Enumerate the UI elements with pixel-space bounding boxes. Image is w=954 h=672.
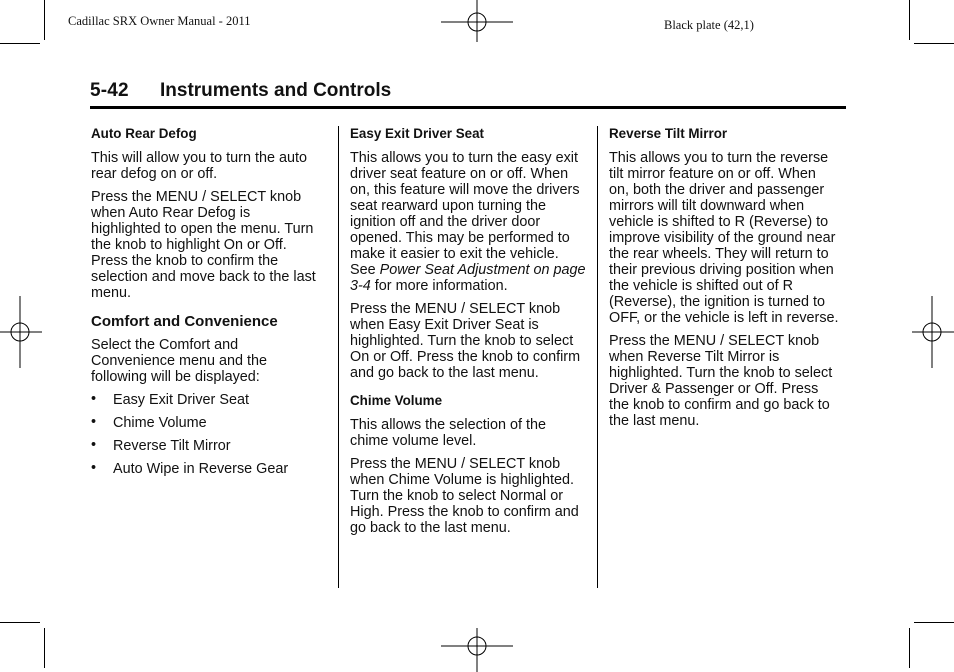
cross-reference: Power Seat Adjustment on page 3-4 (350, 262, 586, 294)
heading-reverse-tilt-mirror: Reverse Tilt Mirror (609, 126, 728, 141)
column-2 (350, 126, 586, 543)
crop-mark (914, 622, 954, 623)
running-header-left: Cadillac SRX Owner Manual - 2011 (68, 14, 251, 28)
list-item: • Auto Wipe in Reverse Gear (91, 461, 321, 477)
paragraph: Press the MENU / SELECT knob when Auto Rear Defog is highlighted to open the menu. Turn the knob to highlight On or Off. Press the knob to confirm the selection and move back to the last menu. (91, 189, 316, 301)
heading-comfort-and-convenience: Comfort and Convenience (91, 313, 278, 330)
text: for more information. (370, 278, 508, 294)
crop-mark (909, 0, 910, 40)
text: This allows you to turn the easy exit driver seat feature on or off. When on, this feature will move the drivers seat rearward upon turning the ignition off and the driver door opened. This may be performed to make it easier to exit the vehicle. See (350, 150, 580, 278)
paragraph: Select the Comfort and Convenience menu and the following will be displayed: (91, 337, 268, 385)
paragraph: Press the MENU / SELECT knob when Chime Volume is highlighted. Turn the knob to select Normal or High. Press the knob to confirm and go back to the last menu. (350, 456, 579, 536)
registration-mark-icon (912, 296, 954, 368)
registration-mark-icon (0, 296, 42, 368)
paragraph: This allows you to turn the reverse tilt mirror feature on or off. When on, both the driver and passenger mirrors will tilt downward when vehicle is shifted to R (Reverse) to improve visibility of the ground near the rear wheels. They will return to their previous driving position when the vehicle is shifted out of R (Reverse), the ignition is turned to OFF, or the vehicle is left in reverse. (609, 150, 839, 326)
registration-mark-icon (441, 0, 513, 48)
paragraph (350, 150, 586, 294)
column-divider (597, 126, 598, 588)
crop-mark (0, 622, 40, 623)
list-item: • Easy Exit Driver Seat (91, 392, 321, 408)
column-3 (609, 126, 839, 436)
list-item: • Reverse Tilt Mirror (91, 438, 321, 454)
heading-chime-volume: Chime Volume (350, 393, 443, 408)
paragraph: Press the MENU / SELECT knob when Easy Exit Driver Seat is highlighted. Turn the knob to select On or Off. Press the knob to confirm and go back to the last menu. (350, 301, 581, 381)
menu-options-list (91, 392, 321, 477)
registration-mark-icon (441, 624, 513, 672)
paragraph: This will allow you to turn the auto rear defog on or off. (91, 150, 307, 182)
crop-mark (914, 43, 954, 44)
heading-easy-exit-driver-seat: Easy Exit Driver Seat (350, 126, 484, 141)
paragraph: This allows the selection of the chime volume level. (350, 417, 546, 449)
running-header-right: Black plate (42,1) (664, 18, 754, 32)
crop-mark (44, 0, 45, 40)
page-title-bar (90, 80, 846, 109)
crop-mark (0, 43, 40, 44)
page-number: 5-42 (90, 80, 129, 101)
crop-mark (44, 628, 45, 668)
heading-auto-rear-defog: Auto Rear Defog (91, 126, 197, 141)
section-title: Instruments and Controls (160, 80, 392, 101)
column-1 (91, 126, 321, 484)
paragraph: Press the MENU / SELECT knob when Reverse Tilt Mirror is highlighted. Turn the knob to select Driver & Passenger or Off. Press the knob to confirm and go back to the last menu. (609, 333, 833, 429)
list-item: • Chime Volume (91, 415, 321, 431)
crop-mark (909, 628, 910, 668)
column-divider (338, 126, 339, 588)
